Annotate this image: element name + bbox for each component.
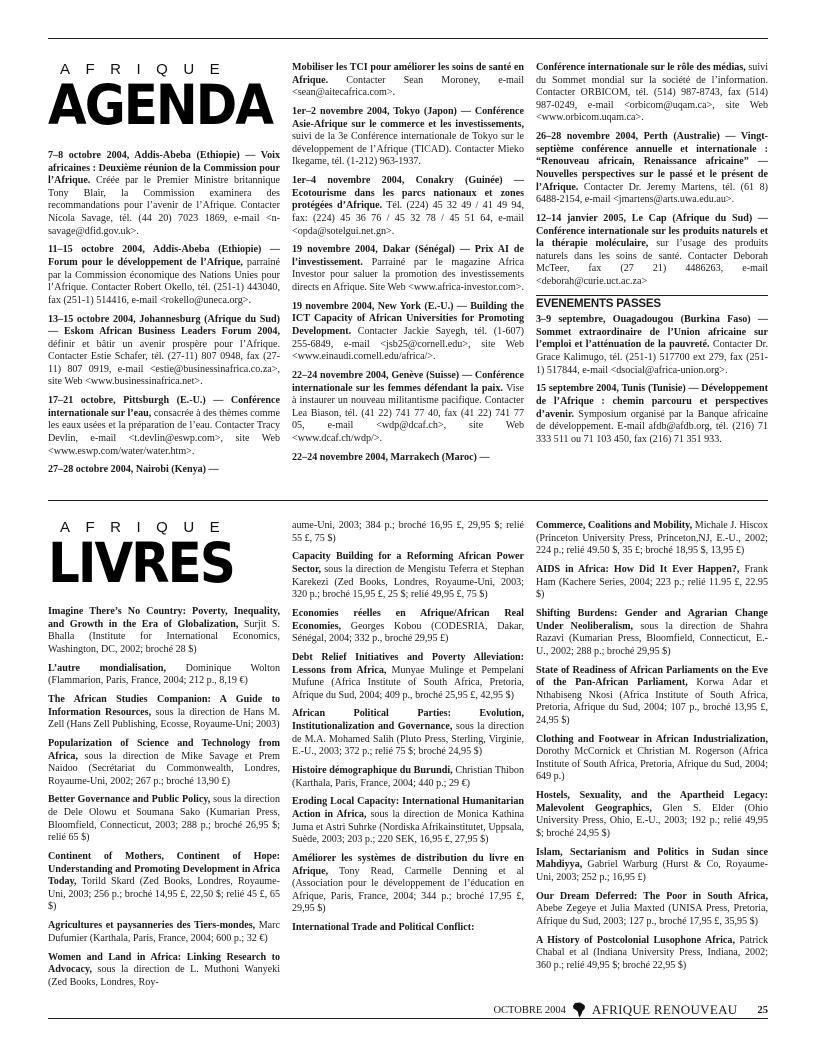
entry-heading: Mobiliser les TCI pour améliorer les soins de santé en Afrique. — [292, 62, 524, 86]
entry-heading: Histoire démographique du Burundi, — [292, 765, 453, 777]
entry-text: Dominique Wolton (Flammarion, Paris, France, 2004; 212 p., 8,19 €) — [48, 662, 280, 687]
entry-text: Patrick Chabal et al (Indiana University Press, Indiana, 2002; 360 p.; relié 49,95 $; broché 22,95 $) — [536, 934, 768, 971]
livres-list-3 — [536, 520, 768, 973]
entry-heading: Agricultures et paysanneries des Tiers-mondes, — [48, 920, 256, 932]
past-events-heading: EVENEMENTS PASSES — [536, 295, 768, 311]
agenda-list-2 — [292, 62, 524, 464]
page-footer — [493, 1002, 768, 1018]
entry-heading: 15 septembre 2004, Tunis (Tunisie) — Développement de l’Afrique : chemin parcouru et perspectives d’avenir. — [536, 383, 768, 420]
top-rule — [48, 38, 768, 39]
entry — [292, 652, 524, 702]
entry-text: sous la direction de M.A. Mohamed Salih (Pluto Press, Sterling, Virginie, E.-U., 2003; 372 p.; relié 75 $; broché 24,95 $) — [292, 721, 524, 758]
entry-text: Munyae Mulinge et Pempelani Mufune (Africa Institute of South Africa, Pretoria, Afrique du Sud, 2004; 409 p., broché 25,95 £, 42,95 $) — [292, 664, 524, 701]
entry — [536, 213, 768, 289]
entry — [536, 665, 768, 728]
entry-heading: Better Governance and Public Policy, — [48, 794, 211, 806]
entry — [292, 551, 524, 601]
entry — [536, 847, 768, 885]
entry — [536, 734, 768, 784]
entry-text: sur l’usage des produits naturels dans les soins de santé. Contacter Deborah McTeer, fax (27 21) 4486263, e-mail <deborah@curie.uct.ac.za> — [536, 238, 768, 287]
livres-section — [48, 520, 768, 990]
entry — [48, 663, 280, 688]
entry-text: Tony Read, Carmelle Denning et al (Association pour le développement de l’éducation en Afrique, Paris, France, 2004; 344 p.; broché 17,95 £, 29,95 $) — [292, 865, 524, 915]
livres-column-2 — [292, 520, 524, 941]
entry-heading: Debt Relief Initiatives and Poverty Alleviation: Lessons from Africa, — [292, 651, 524, 676]
entry-text: Tél. (224) 45 32 49 / 41 49 94, fax: (224) 45 36 76 / 45 32 78 / 45 51 64, e-mail <opda@sotelgui.net.gn>. — [292, 200, 524, 237]
bottom-rule — [48, 1018, 768, 1019]
entry-heading: International Trade and Political Conflict: — [292, 922, 475, 934]
entry-heading: Améliorer les systèmes de distribution du livre en Afrique, — [292, 852, 524, 877]
entry-heading: The African Studies Companion: A Guide to Information Resources, — [48, 693, 280, 718]
agenda-column-3 — [536, 62, 768, 453]
entry — [292, 244, 524, 294]
entry-text: sous la direction de Hans M. Zell (Hans Zell Publishing, Ecosse, Royaume-Uni; 2003) — [48, 706, 280, 731]
entry-text: parrainé par la Commission économique des Nations Unies pour l’Afrique. Contacter Robert Okello, tél. (251-1) 443040, fax (251-1) 514416, e-mail <rokello@uneca.org>. — [48, 256, 280, 306]
entry-heading: Popularization of Science and Technology from Africa, — [48, 737, 280, 762]
entry — [48, 606, 280, 656]
livres-list-2 — [292, 520, 524, 935]
entry-heading: 17–21 octobre, Pittsburgh (E.-U.) — Conférence internationale sur l’eau, — [48, 395, 280, 419]
entry-heading: Commerce, Coalitions and Mobility, — [536, 520, 693, 531]
entry — [292, 62, 524, 100]
entry-heading: 19 novembre 2004, New York (E.-U.) — Building the ICT Capacity of African Universities for Promoting Development. — [292, 300, 524, 338]
middle-rule — [48, 500, 768, 501]
entry-text: Contacter Jackie Sayegh, tél. (1-607) 255-6849, e-mail <jsb25@cornell.edu>, site Web <www.einaudi.cornell.edu/africa/>. — [292, 326, 524, 363]
entry-text: Marc Dufumier (Karthala, Paris, France, 2004; 600 p.; 32 €) — [48, 920, 280, 944]
entry-heading: Imagine There’s No Country: Poverty, Inequality, and Growth in the Era of Globalization, — [48, 606, 280, 630]
entry — [292, 370, 524, 446]
entry-heading: A History of Postcolonial Lusophone Africa, — [536, 934, 735, 946]
entry — [292, 708, 524, 758]
entry — [48, 851, 280, 914]
entry — [536, 520, 768, 558]
entry — [292, 106, 524, 169]
entry-heading: 13–15 octobre 2004, Johannesburg (Afrique du Sud) — Eskom African Business Leaders Forum 2004, — [48, 313, 280, 338]
livres-kicker: AFRIQUE — [60, 519, 236, 536]
agenda-list-1 — [48, 150, 280, 477]
entry-text: Symposium organisé par la Banque africaine de développement. E-mail afdb@afdb.org, tél. (216) 71 333 511 ou 71 103 450, fax (216) 71 351 933. — [536, 408, 768, 445]
entry-heading: AIDS in Africa: How Did It Ever Happen?, — [536, 563, 740, 575]
entry-text: définir et bâtir un avenir prospère pour l’Afrique. Contacter Estie Schafer, tél. (27-11) 807 0948, fax (27-11) 807 0919, e-mail <estie@businessinafrica.co.za>, site Web <www.businessinafrica.net>. — [48, 338, 280, 388]
entry-heading: 3–9 septembre, Ouagadougou (Burkina Faso) — Sommet extraordinaire de l’Union africaine sur l’emploi et l’atténuation de la pauvreté. — [536, 314, 768, 351]
entry — [292, 796, 524, 846]
livres-list-1 — [48, 606, 280, 989]
entry-heading: 26–28 novembre 2004, Perth (Australie) — Vingt-septième conférence annuelle et internationale : “Renouveau africain, Renaissance africaine” — Nouvelles perspectives sur le passé et le présent de l’Afrique. — [536, 131, 768, 193]
entry-text: sous la direction de Monica Kathina Juma et Astri Suhrke (Nordiska Afrikainstitutet, Uppsala, Suède, 2003; 203 p.; 220 SEK, 16,95 £, 27,95 $) — [292, 809, 524, 846]
entry-text: Contacter Dr. Grace Kalimugo, tél. (251-1) 517700 ext 279, fax (251-1) 517844, e-mail <dsocial@africa-union.org>. — [536, 339, 768, 376]
agenda-past-list — [536, 314, 768, 446]
entry-heading: Islam, Sectarianism and Politics in Sudan since Mahdiyya, — [536, 846, 768, 871]
entry-text: Créée par le Premier Ministre britannique Tony Blair, la Commission examinera des recommandations pour l’avenir de l’Afrique. Contacter Nicola Savage, tél. (44 20) 7023 1869, e-mail <n-savage@dfid.gov.uk>. — [48, 175, 280, 237]
entry-text: Frank Ham (Kachere Series, 2004; 223 p.; relié 11.95 £, 22.95 $) — [536, 563, 768, 601]
page-number: 25 — [757, 1004, 768, 1016]
entry — [292, 452, 524, 465]
entry-text: Parrainé par le magazine Africa Investor pour saluer la promotion des investissements directs en Afrique. Site Web <www.africa-investor.com>. — [292, 256, 525, 294]
agenda-column-2 — [292, 62, 524, 471]
entry-text: sous la direction de Mike Savage et Prem Naidoo (Secrétariat du Commonwealth, Londres, Royaume-Uni, 2002; 267 p.; broché 13,90 £) — [48, 750, 280, 787]
entry-heading: Eroding Local Capacity: International Humanitarian Action in Africa, — [292, 796, 524, 820]
livres-column-1 — [48, 520, 280, 996]
agenda-kicker: AFRIQUE — [60, 61, 236, 78]
entry-text: Gabriel Warburg (Hurst & Co, Royaume-Uni, 2003; 252 p.; 16,95 £) — [536, 859, 768, 883]
entry-heading: Economies réelles en Afrique/African Real Economies, — [292, 607, 524, 632]
entry-heading: Hostels, Sexuality, and the Apartheid Legacy: Malevolent Geographics, — [536, 790, 768, 814]
livres-masthead: LIVRES — [48, 531, 234, 596]
agenda-column-1 — [48, 62, 280, 483]
entry — [48, 694, 280, 732]
entry-heading: Our Dream Deferred: The Poor in South Africa, — [536, 890, 768, 902]
entry — [292, 175, 524, 238]
entry-heading: Conférence internationale sur le rôle des médias, — [536, 62, 746, 73]
entry — [48, 244, 280, 307]
entry-text: sous la direction de L. Muthoni Wanyeki (Zed Books, Londres, Roy- — [48, 964, 280, 988]
entry-heading: 11–15 octobre 2004, Addis-Abeba (Ethiopie) — Forum pour le développement de l’Afrique, — [48, 244, 280, 268]
entry — [292, 301, 524, 364]
entry-heading: 7–8 octobre 2004, Addis-Abeba (Ethiopie) — Voix africaines : Deuxième réunion de la Commission pour l’Afrique. — [48, 150, 280, 187]
entry-heading: 1er–2 novembre 2004, Tokyo (Japon) — Conférence Asie-Afrique sur le commerce et les investissements, — [292, 105, 524, 130]
entry — [292, 765, 524, 790]
entry — [292, 853, 524, 916]
entry-text: Georges Kobou (CODESRIA, Dakar, Sénégal, 2004; 332 p., broché 29,95 £) — [292, 620, 524, 645]
entry-text: Michale J. Hiscox (Princeton University Press, Princeton,NJ, E.-U., 2002; 224 p.; relié 49.50 $, 35 £; broché 18,95 $, 13,95 £) — [536, 520, 768, 557]
entry — [536, 891, 768, 929]
entry-heading: Shifting Burdens: Gender and Agrarian Change Under Neoliberalism, — [536, 607, 768, 632]
entry-heading: L’autre mondialisation, — [48, 662, 167, 674]
entry-text: Contacter Sean Moroney, e-mail <sean@aitecafrica.com>. — [292, 74, 524, 99]
entry-text: Abebe Zegeye et Julia Maxted (UNISA Press, Pretoria, Afrique du Sud, 2003; 127 p., broché 17,95 £, 35,95 $) — [536, 903, 768, 927]
entry-text: Surjit S. Bhalla (Institute for International Economics, Washington, DC, 2002; broché 28 $) — [48, 618, 281, 655]
entry — [48, 464, 280, 477]
entry-heading: 22–24 novembre 2004, Marrakech (Maroc) — — [292, 451, 490, 463]
entry-heading: 1er–4 novembre 2004, Conakry (Guinée) — Ecotourisme dans les parcs nationaux et zones protégées d’Afrique. — [292, 175, 524, 212]
entry — [536, 564, 768, 602]
livres-column-3 — [536, 520, 768, 979]
entry — [48, 395, 280, 458]
entry-heading: Capacity Building for a Reforming African Power Sector, — [292, 551, 524, 575]
entry — [536, 935, 768, 973]
entry-heading: African Political Parties: Evolution, Institutionalization and Governance, — [292, 708, 524, 733]
entry — [536, 62, 768, 125]
entry-text: Dorothy McCornick et Christian M. Rogerson (Africa Institute of South Africa, Pretoria, Afrique du Sud, 2004; 649 p.) — [536, 746, 768, 783]
agenda-section — [48, 62, 768, 482]
entry-heading: Women and Land in Africa: Linking Research to Advocacy, — [48, 951, 280, 976]
entry — [48, 794, 280, 844]
entry — [48, 952, 280, 990]
entry — [48, 738, 280, 788]
entry — [48, 150, 280, 238]
entry-text: Glen S. Elder (Ohio University Press, Ohio, E.-U., 2003; 192 p.; relié 49,95 $; broché 24,95 $) — [536, 802, 768, 839]
entry — [48, 314, 280, 390]
entry-text: consacrée à des thèmes comme les eaux usées et la préparation de l’eau. Contacter Tracy Devlin, e-mail <t.devlin@eswp.com>, site Web <www.eswp.com/water/water.htm>. — [48, 407, 280, 457]
entry — [292, 922, 524, 935]
entry — [48, 920, 280, 945]
entry-text: aume-Uni, 2003; 384 p.; broché 16,95 £, 29,95 $; relié 55 £, 75 $) — [292, 520, 524, 544]
entry-text: sous la direction de Shahra Razavi (Kumarian Press, Bloomfield, Connecticut, E.-U., 2002; 288 p.; broché 29,95 $) — [536, 620, 768, 657]
entry-text: Korwa Adar et Nthabiseng Nkosi (Africa Institute of South Africa, Pretoria, Afrique du Sud, 2004; 107 p., broché 13,95 £, 24,95 $) — [536, 677, 768, 726]
entry-heading: 12–14 janvier 2005, Le Cap (Afrique du Sud) — Conférence internationale sur les produits naturels et la thérapie moléculaire, — [536, 212, 768, 250]
entry-text: Vise à instaurer un nouveau militantisme pacifique. Contacter Lea Biason, tél. (41 22) 741 77 40, fax (41 22) 741 77 05, e-mail <wdp@dcaf.ch>, site Web <www.dcaf.ch/wdp/>. — [292, 382, 524, 444]
entry — [536, 383, 768, 446]
entry-heading: 19 novembre 2004, Dakar (Sénégal) — Prix AI de l’investissement. — [292, 244, 524, 268]
agenda-masthead: AGENDA — [48, 73, 272, 138]
entry — [536, 608, 768, 658]
entry-text: Torild Skard (Zed Books, Londres, Royaume-Uni, 2003; 256 p.; broché 14,95 £, 22,50 $; relié 45 £, 65 $) — [48, 876, 280, 913]
entry-text: Christian Thibon (Karthala, Paris, France, 2004; 440 p.; 29 €) — [292, 765, 524, 789]
entry — [536, 131, 768, 207]
entry — [292, 520, 524, 545]
agenda-list-3 — [536, 62, 768, 288]
africa-map-icon — [572, 1002, 586, 1018]
entry-heading: Continent of Mothers, Continent of Hope: Understanding and Promoting Development in Africa Today, — [48, 851, 280, 888]
entry — [292, 608, 524, 646]
entry — [536, 314, 768, 377]
magazine-brand: AFRIQUE RENOUVEAU — [591, 1002, 738, 1017]
entry-heading: State of Readiness of African Parliaments on the Eve of the Pan-African Parliament, — [536, 664, 768, 689]
issue-date: OCTOBRE 2004 — [493, 1004, 566, 1016]
entry-text: suivi de la 3e Conférence internationale de Tokyo sur le développement de l’Afrique (TICAD). Contacter Mieko Ikegame, tél. (1-212) 963-1937. — [292, 131, 524, 168]
entry-text: Contacter Dr. Jeremy Martens, tél. (61 8) 6488-2154, e-mail <jmartens@arts.uwa.edu.au>. — [536, 181, 768, 206]
entry-heading: 27–28 octobre 2004, Nairobi (Kenya) — — [48, 464, 219, 476]
entry-text: suivi du Sommet mondial sur la société de l’information. Contacter ORBICOM, tél. (514) 987-8743, fax (514) 987-0249, e-mail <orbicom@uqam.ca>, site Web <www.orbicom.uqam.ca>. — [536, 62, 769, 124]
entry-text: sous la direction de Mengistu Teferra et Stephan Karekezi (Zed Books, Londres, Royaume-Uni, 2003; 320 p.; broché 15,95 £, 25 $; relié 49,95 £, 75 $) — [292, 563, 524, 601]
entry-text: sous la direction de Dele Olowu et Soumana Sako (Kumarian Press, Bloomfield, Connecticut, 2003; 288 p.; broché 26,95 $; relié 65 $) — [48, 794, 280, 844]
entry-heading: 22–24 novembre 2004, Genève (Suisse) — Conférence internationale sur les femmes défendant la paix. — [292, 370, 524, 394]
entry — [536, 790, 768, 840]
entry-heading: Clothing and Footwear in African Industrialization, — [536, 733, 768, 745]
